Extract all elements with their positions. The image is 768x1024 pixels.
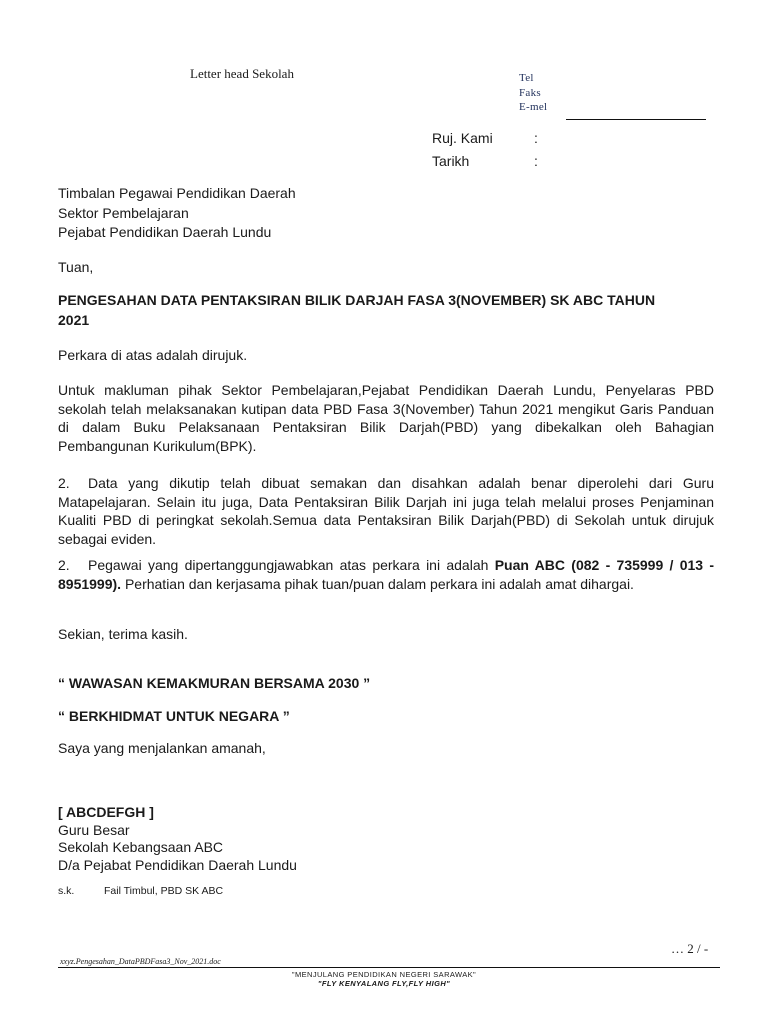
copy-to-value: Fail Timbul, PBD SK ABC xyxy=(104,885,224,897)
footer-filename: xxyz.Pengesahan_DataPBDFasa3_Nov_2021.doc xyxy=(60,957,221,966)
recipient-line: Pejabat Pendidikan Daerah Lundu xyxy=(58,224,272,240)
signatory-school: Sekolah Kebangsaan ABC xyxy=(58,839,224,855)
email-label: E-mel xyxy=(519,101,548,113)
trust-line: Saya yang menjalankan amanah, xyxy=(58,740,266,756)
reference-separator: : xyxy=(534,129,538,146)
fax-label: Faks xyxy=(519,86,541,99)
paragraph-info: Untuk makluman pihak Sektor Pembelajaran,Pejabat Pendidikan Daerah Lundu, Penyelaras PBD sekolah telah melaksanakan kutipan data PBD Fasa 3(November) Tahun 2021 mengikut Garis Panduan di dalam Buku Pelaksanaan Pentaksiran Bilik Darjah(PBD) yang dibekalkan oleh Bahagian Pembangunan Kurikulum(BPK). xyxy=(58,382,714,455)
date-row xyxy=(432,149,538,172)
closing-line: Sekian, terima kasih. xyxy=(58,626,188,642)
header-divider xyxy=(566,119,706,120)
motto-berkhidmat: “ BERKHIDMAT UNTUK NEGARA ” xyxy=(58,708,290,724)
reference-block xyxy=(432,126,538,172)
contact-person: Puan ABC (082 - 735999 / 013 - 8951999). xyxy=(58,557,714,592)
reference-label: Ruj. Kami xyxy=(432,129,493,146)
footer-divider xyxy=(58,967,720,968)
footer-slogan-line: "FLY KENYALANG FLY,FLY HIGH" xyxy=(317,979,451,988)
signature-block xyxy=(58,804,297,874)
copy-to-label: s.k. xyxy=(58,885,75,897)
signatory-title: Guru Besar xyxy=(58,821,130,838)
footer-slogan-line: "MENJULANG PENDIDIKAN NEGERI SARAWAK" xyxy=(291,970,477,979)
salutation: Tuan, xyxy=(58,259,94,275)
recipient-line: Sektor Pembelajaran xyxy=(58,204,189,221)
motto-wawasan: “ WAWASAN KEMAKMURAN BERSAMA 2030 ” xyxy=(58,675,371,691)
letter-subject: PENGESAHAN DATA PENTAKSIRAN BILIK DARJAH FASA 3(NOVEMBER) SK ABC TAHUN 2021 xyxy=(58,292,656,328)
page-number: … 2 / - xyxy=(671,941,709,956)
letterhead-placeholder: Letter head Sekolah xyxy=(190,66,294,81)
paragraph-text: Pegawai yang dipertanggungjawabkan atas perkara ini adalah xyxy=(88,557,495,573)
date-separator: : xyxy=(534,152,538,169)
recipient-line: Timbalan Pegawai Pendidikan Daerah xyxy=(58,185,296,201)
paragraph-reference: Perkara di atas adalah dirujuk. xyxy=(58,347,248,363)
paragraph-verification xyxy=(58,474,714,549)
signatory-name: [ ABCDEFGH ] xyxy=(58,804,154,820)
paragraph-text: Data yang dikutip telah dibuat semakan dan disahkan adalah benar diperolehi dari Guru Matapelajaran. Selain itu juga, Data Pentaksiran Bilik Darjah ini juga telah melalui proses Penjaminan Kualiti PBD di peringkat sekolah.Semua data Pentaksiran Bilik Darjah(PBD) di Sekolah untuk dirujuk sebagai eviden. xyxy=(58,475,714,548)
paragraph-text: Perhatian dan kerjasama pihak tuan/puan dalam perkara ini adalah amat dihargai. xyxy=(121,575,634,592)
paragraph-number: 2. xyxy=(58,557,70,573)
paragraph-number: 2. xyxy=(58,475,70,491)
footer-slogan xyxy=(0,970,768,988)
signatory-address: D/a Pejabat Pendidikan Daerah Lundu xyxy=(58,856,297,873)
paragraph-contact xyxy=(58,556,714,593)
recipient-address xyxy=(58,184,296,243)
date-label: Tarikh xyxy=(432,152,470,169)
contact-block xyxy=(519,71,547,115)
reference-row xyxy=(432,126,538,149)
copy-to xyxy=(58,885,223,897)
tel-label: Tel xyxy=(519,72,534,84)
